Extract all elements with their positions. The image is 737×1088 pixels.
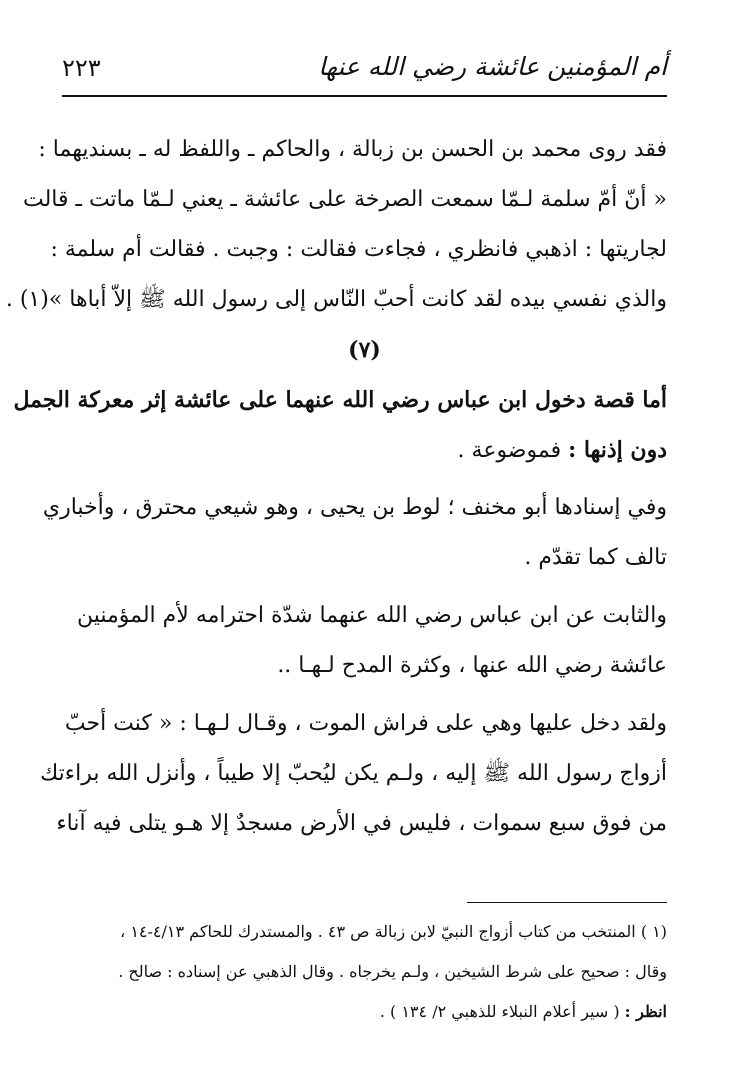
text-line: والثابت عن ابن عباس رضي الله عنهما شدّة احترامه لأم المؤمنين <box>76 603 667 628</box>
heading-rest: فموضوعة . <box>457 438 569 463</box>
running-title: أم المؤمنين عائشة رضي الله عنها <box>318 52 667 81</box>
section-heading-continued <box>62 425 667 475</box>
text-line: والذي نفسي بيده لقد كانت أحبّ النّاس إلى رسول الله ﷺ إلاّ أباها »(١) . <box>5 287 667 312</box>
heading-bold-part: دون إذنها : <box>568 437 667 463</box>
footnote-see-label: انظر : <box>624 1002 667 1021</box>
text-line: فقد روى محمد بن الحسن بن زبالة ، والحاكم ـ واللفظ له ـ بسنديهما : <box>38 137 667 162</box>
text-line: تالف كما تقدّم . <box>524 545 667 570</box>
text-line: وفي إسنادها أبو مخنف ؛ لوط بن يحيى ، وهو شيعي محترق ، وأخباري <box>42 495 667 520</box>
footnotes <box>62 912 667 1032</box>
section-heading: أما قصة دخول ابن عباس رضي الله عنهما على عائشة إثر معركة الجمل <box>13 387 667 413</box>
footnote-line <box>62 992 667 1032</box>
text-line: عائشة رضي الله عنها ، وكثرة المدح لـهـا .. <box>277 653 667 678</box>
text-line: أزواج رسول الله ﷺ إليه ، ولـم يكن ليُحبّ إلا طيباً ، وأنزل الله براءتك <box>40 761 667 786</box>
footnote-line: (١ ) المنتخب من كتاب أزواج النبيّ لابن زبالة ص ٤٣ . والمستدرك للحاكم ٤/١٣-١٤ ، <box>120 922 667 941</box>
section-number: (٧) <box>348 337 381 363</box>
text-line: « أنّ أمّ سلمة لـمّا سمعت الصرخة على عائشة ـ يعني لـمّا ماتت ـ قالت <box>23 187 667 212</box>
footnote-reference: ( سير أعلام النبلاء للذهبي ٢/ ١٣٤ ) . <box>379 1002 625 1021</box>
text-line: من فوق سبع سموات ، فليس في الأرض مسجدٌ إلا هـو يتلى فيه آناء <box>56 811 667 836</box>
spacer <box>62 475 667 483</box>
main-text <box>5 125 667 849</box>
spacer <box>62 691 667 699</box>
header-rule <box>62 95 667 97</box>
page-number: ٢٢٣ <box>62 54 101 82</box>
spacer <box>62 583 667 591</box>
text-line: ولقد دخل عليها وهي على فراش الموت ، وقـال لـهـا : « كنت أحبّ <box>64 711 667 736</box>
footnote-rule <box>467 902 667 903</box>
page-header <box>62 48 667 94</box>
text-line: لجاريتها : اذهبي فانظري ، فجاءت فقالت : وجبت . فقالت أم سلمة : <box>50 237 667 262</box>
footnote-line: وقال : صحيح على شرط الشيخين ، ولـم يخرجاه . وقال الذهبي عن إسناده : صالح . <box>118 962 667 981</box>
